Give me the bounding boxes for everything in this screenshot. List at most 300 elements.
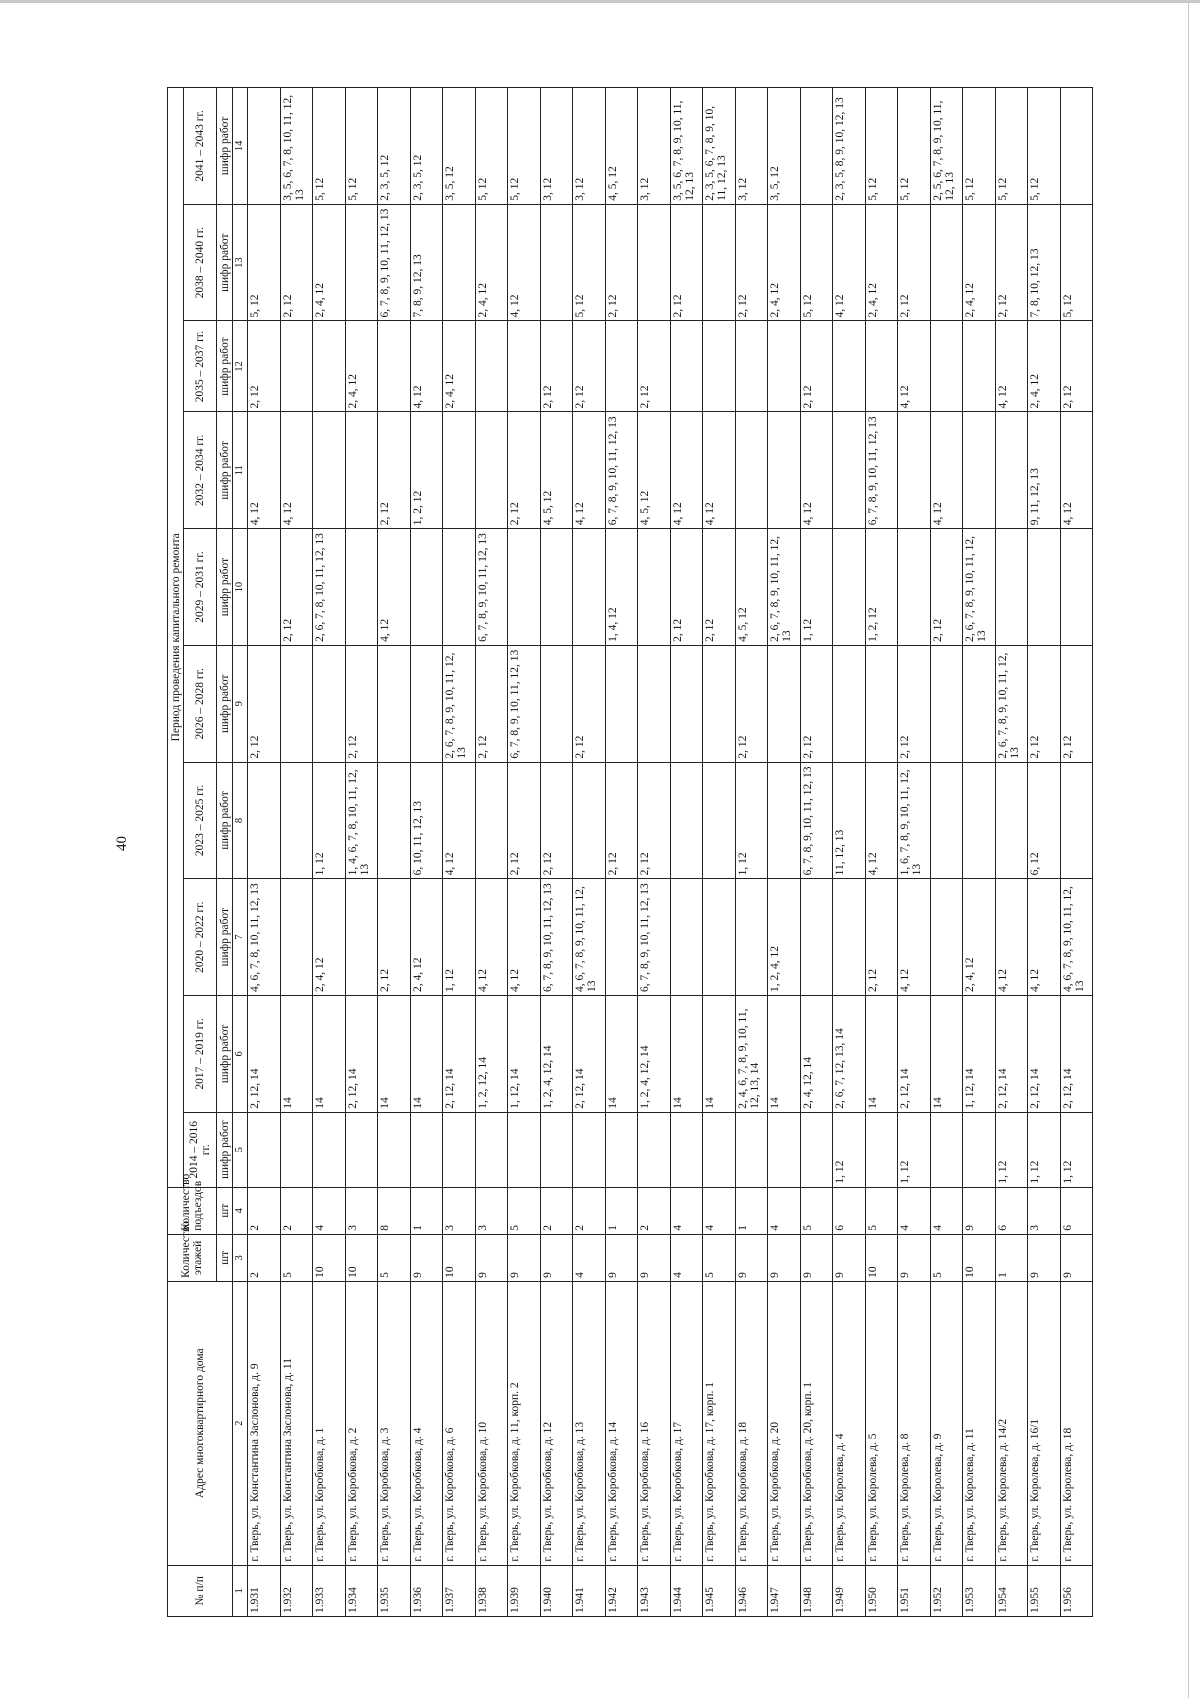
row-work-code-cell: 3, 12 bbox=[540, 88, 573, 205]
row-work-code-cell: 6, 7, 8, 9, 10, 11, 12, 13 bbox=[638, 879, 671, 996]
row-work-code-cell: 4, 5, 12 bbox=[540, 412, 573, 529]
row-floors: 10 bbox=[963, 1234, 996, 1281]
unit-entrances: шт bbox=[217, 1187, 233, 1234]
row-work-code-cell: 2, 12 bbox=[898, 645, 931, 762]
row-floors: 9 bbox=[768, 1234, 801, 1281]
row-work-code-cell bbox=[248, 762, 281, 879]
row-work-code-cell bbox=[800, 88, 833, 205]
row-work-code-cell: 2, 12 bbox=[735, 204, 768, 321]
row-work-code-cell: 2, 12 bbox=[573, 321, 606, 412]
row-work-code-cell: 5, 12 bbox=[313, 88, 346, 205]
row-floors: 9 bbox=[605, 1234, 638, 1281]
row-work-code-cell bbox=[930, 1112, 963, 1187]
row-work-code-cell bbox=[443, 204, 476, 321]
row-work-code-cell: 2, 12 bbox=[735, 645, 768, 762]
row-work-code-cell bbox=[963, 645, 996, 762]
row-address: г. Тверь, ул. Константина Заслонова, д. 9 bbox=[248, 1281, 281, 1565]
row-work-code-cell bbox=[345, 879, 378, 996]
row-work-code-cell: 2, 12 bbox=[508, 762, 541, 879]
row-work-code-cell: 2, 4, 12 bbox=[313, 879, 346, 996]
row-work-code-cell: 1, 4, 6, 7, 8, 10, 11, 12, 13 bbox=[345, 762, 378, 879]
row-address: г. Тверь, ул. Коробкова, д. 3 bbox=[378, 1281, 411, 1565]
row-work-code-cell: 3, 5, 12 bbox=[443, 88, 476, 205]
row-work-code-cell bbox=[670, 645, 703, 762]
row-work-code-cell: 2, 4, 12 bbox=[865, 204, 898, 321]
row-work-code-cell: 4, 12 bbox=[833, 204, 866, 321]
row-work-code-cell: 2, 12 bbox=[800, 645, 833, 762]
row-work-code-cell bbox=[1060, 762, 1093, 879]
row-work-code-cell: 2, 12 bbox=[475, 645, 508, 762]
row-work-code-cell bbox=[280, 645, 313, 762]
row-work-code-cell: 4, 12 bbox=[865, 762, 898, 879]
row-work-code-cell bbox=[768, 412, 801, 529]
row-work-code-cell bbox=[638, 1112, 671, 1187]
row-work-code-cell: 2, 4, 12 bbox=[443, 321, 476, 412]
row-floors: 4 bbox=[573, 1234, 606, 1281]
row-floors: 9 bbox=[475, 1234, 508, 1281]
row-work-code-cell bbox=[833, 412, 866, 529]
row-entrances: 2 bbox=[540, 1187, 573, 1234]
row-work-code-cell: 2, 4, 6, 7, 8, 9, 10, 11, 12, 13, 14 bbox=[735, 996, 768, 1113]
header-work-code: шифр работ bbox=[217, 529, 233, 646]
row-work-code-cell: 1, 2, 12 bbox=[410, 412, 443, 529]
row-work-code-cell: 5, 12 bbox=[248, 204, 281, 321]
row-work-code-cell bbox=[475, 1112, 508, 1187]
row-work-code-cell: 14 bbox=[865, 996, 898, 1113]
row-work-code-cell bbox=[963, 412, 996, 529]
row-number: 1.948 bbox=[800, 1565, 833, 1616]
row-work-code-cell bbox=[833, 321, 866, 412]
row-work-code-cell: 4, 12 bbox=[475, 879, 508, 996]
row-work-code-cell: 14 bbox=[670, 996, 703, 1113]
row-work-code-cell: 2, 4, 12 bbox=[345, 321, 378, 412]
row-work-code-cell bbox=[703, 762, 736, 879]
table-row bbox=[735, 88, 768, 1617]
row-work-code-cell bbox=[443, 1112, 476, 1187]
row-number: 1.946 bbox=[735, 1565, 768, 1616]
row-work-code-cell bbox=[735, 321, 768, 412]
row-work-code-cell: 2, 4, 12 bbox=[313, 204, 346, 321]
row-work-code-cell bbox=[573, 762, 606, 879]
table-row bbox=[865, 88, 898, 1617]
table-row bbox=[475, 88, 508, 1617]
row-entrances: 3 bbox=[1028, 1187, 1061, 1234]
row-work-code-cell bbox=[898, 529, 931, 646]
row-work-code-cell: 7, 8, 9, 12, 13 bbox=[410, 204, 443, 321]
row-address: г. Тверь, ул. Королева, д. 8 bbox=[898, 1281, 931, 1565]
row-work-code-cell bbox=[378, 645, 411, 762]
row-work-code-cell bbox=[735, 1112, 768, 1187]
row-address: г. Тверь, ул. Королева, д. 14/2 bbox=[995, 1281, 1028, 1565]
row-work-code-cell bbox=[443, 529, 476, 646]
row-work-code-cell bbox=[865, 321, 898, 412]
row-floors: 10 bbox=[865, 1234, 898, 1281]
row-entrances: 6 bbox=[1060, 1187, 1093, 1234]
row-work-code-cell bbox=[475, 412, 508, 529]
row-work-code-cell: 14 bbox=[768, 996, 801, 1113]
row-work-code-cell: 2, 12, 14 bbox=[573, 996, 606, 1113]
row-work-code-cell bbox=[963, 1112, 996, 1187]
row-work-code-cell: 2, 12 bbox=[280, 529, 313, 646]
row-number: 1.939 bbox=[508, 1565, 541, 1616]
row-work-code-cell bbox=[573, 1112, 606, 1187]
row-work-code-cell: 2, 12, 14 bbox=[995, 996, 1028, 1113]
header-period-5: 2026 – 2028 гг. bbox=[184, 645, 217, 762]
row-work-code-cell: 3, 5, 6, 7, 8, 9, 10, 11, 12, 13 bbox=[670, 88, 703, 205]
page-number: 40 bbox=[114, 836, 130, 851]
row-work-code-cell bbox=[410, 1112, 443, 1187]
row-work-code-cell bbox=[930, 645, 963, 762]
row-work-code-cell: 2, 12, 14 bbox=[1060, 996, 1093, 1113]
row-work-code-cell: 1, 12 bbox=[313, 762, 346, 879]
row-number: 1.935 bbox=[378, 1565, 411, 1616]
row-address: г. Тверь, ул. Коробкова, д. 16 bbox=[638, 1281, 671, 1565]
row-address: г. Тверь, ул. Константина Заслонова, д. 11 bbox=[280, 1281, 313, 1565]
row-work-code-cell bbox=[540, 204, 573, 321]
row-number: 1.949 bbox=[833, 1565, 866, 1616]
row-floors: 1 bbox=[995, 1234, 1028, 1281]
row-work-code-cell: 4, 12 bbox=[703, 412, 736, 529]
column-number: 9 bbox=[233, 645, 248, 762]
row-entrances: 9 bbox=[963, 1187, 996, 1234]
row-work-code-cell: 2, 6, 7, 12, 13, 14 bbox=[833, 996, 866, 1113]
row-work-code-cell bbox=[995, 412, 1028, 529]
row-work-code-cell: 4, 12 bbox=[1028, 879, 1061, 996]
row-address: г. Тверь, ул. Коробкова, д. 11, корп. 2 bbox=[508, 1281, 541, 1565]
header-work-code: шифр работ bbox=[217, 879, 233, 996]
header-period-4: 2023 – 2025 гг. bbox=[184, 762, 217, 879]
row-work-code-cell: 1, 12 bbox=[995, 1112, 1028, 1187]
row-work-code-cell: 7, 8, 10, 12, 13 bbox=[1028, 204, 1061, 321]
row-work-code-cell bbox=[638, 645, 671, 762]
row-work-code-cell: 1, 2, 4, 12, 14 bbox=[540, 996, 573, 1113]
row-work-code-cell bbox=[475, 762, 508, 879]
row-number: 1.943 bbox=[638, 1565, 671, 1616]
row-work-code-cell: 2, 6, 7, 8, 9, 10, 11, 12, 13 bbox=[768, 529, 801, 646]
column-number: 14 bbox=[233, 88, 248, 205]
row-work-code-cell: 6, 7, 8, 9, 10, 11, 12, 13 bbox=[605, 412, 638, 529]
row-work-code-cell bbox=[898, 412, 931, 529]
row-work-code-cell: 4, 12 bbox=[248, 412, 281, 529]
row-work-code-cell bbox=[605, 1112, 638, 1187]
header-period-7: 2032 – 2034 гг. bbox=[184, 412, 217, 529]
row-work-code-cell: 2, 4, 12 bbox=[410, 879, 443, 996]
row-number: 1.955 bbox=[1028, 1565, 1061, 1616]
row-number: 1.932 bbox=[280, 1565, 313, 1616]
header-period-9: 2038 – 2040 гг. bbox=[184, 204, 217, 321]
row-work-code-cell: 14 bbox=[280, 996, 313, 1113]
row-number: 1.953 bbox=[963, 1565, 996, 1616]
row-number: 1.942 bbox=[605, 1565, 638, 1616]
table-row bbox=[930, 88, 963, 1617]
row-floors: 9 bbox=[833, 1234, 866, 1281]
row-work-code-cell: 2, 12 bbox=[280, 204, 313, 321]
row-work-code-cell: 2, 3, 5, 8, 9, 10, 12, 13 bbox=[833, 88, 866, 205]
row-work-code-cell bbox=[735, 879, 768, 996]
row-entrances: 8 bbox=[378, 1187, 411, 1234]
row-work-code-cell: 2, 12, 14 bbox=[248, 996, 281, 1113]
row-work-code-cell: 4, 12 bbox=[378, 529, 411, 646]
table-row bbox=[833, 88, 866, 1617]
row-work-code-cell bbox=[963, 321, 996, 412]
row-address: г. Тверь, ул. Коробкова, д. 18 bbox=[735, 1281, 768, 1565]
row-work-code-cell: 5, 12 bbox=[865, 88, 898, 205]
header-floors: Количество этажей bbox=[168, 1234, 217, 1281]
row-work-code-cell: 2, 12 bbox=[1028, 645, 1061, 762]
row-work-code-cell bbox=[280, 321, 313, 412]
row-work-code-cell bbox=[768, 645, 801, 762]
row-number: 1.951 bbox=[898, 1565, 931, 1616]
row-work-code-cell bbox=[443, 412, 476, 529]
row-work-code-cell: 2, 3, 5, 12 bbox=[378, 88, 411, 205]
row-floors: 10 bbox=[345, 1234, 378, 1281]
row-work-code-cell: 1, 2, 12, 14 bbox=[475, 996, 508, 1113]
row-work-code-cell bbox=[313, 321, 346, 412]
row-work-code-cell: 1, 12 bbox=[833, 1112, 866, 1187]
row-work-code-cell: 5, 12 bbox=[963, 88, 996, 205]
row-work-code-cell: 1, 12 bbox=[1028, 1112, 1061, 1187]
row-address: г. Тверь, ул. Коробкова, д. 6 bbox=[443, 1281, 476, 1565]
row-work-code-cell: 6, 7, 8, 9, 10, 11, 12, 13 bbox=[378, 204, 411, 321]
row-address: г. Тверь, ул. Коробкова, д. 12 bbox=[540, 1281, 573, 1565]
row-work-code-cell: 4, 12 bbox=[508, 879, 541, 996]
row-work-code-cell bbox=[703, 321, 736, 412]
row-work-code-cell bbox=[930, 321, 963, 412]
row-floors: 5 bbox=[378, 1234, 411, 1281]
row-work-code-cell bbox=[345, 412, 378, 529]
row-work-code-cell bbox=[995, 762, 1028, 879]
row-work-code-cell bbox=[605, 321, 638, 412]
row-work-code-cell: 2, 12 bbox=[605, 204, 638, 321]
row-work-code-cell: 14 bbox=[703, 996, 736, 1113]
header-work-code: шифр работ bbox=[217, 412, 233, 529]
row-work-code-cell: 2, 5, 6, 7, 8, 9, 10, 11, 12, 13 bbox=[930, 88, 963, 205]
row-work-code-cell: 2, 12 bbox=[378, 879, 411, 996]
row-address: г. Тверь, ул. Королева, д. 18 bbox=[1060, 1281, 1093, 1565]
row-work-code-cell bbox=[1060, 88, 1093, 205]
row-work-code-cell bbox=[833, 879, 866, 996]
column-number: 13 bbox=[233, 204, 248, 321]
row-work-code-cell: 14 bbox=[410, 996, 443, 1113]
row-work-code-cell: 4, 12 bbox=[995, 321, 1028, 412]
row-address: г. Тверь, ул. Коробкова, д. 20, корп. 1 bbox=[800, 1281, 833, 1565]
row-work-code-cell: 1, 4, 12 bbox=[605, 529, 638, 646]
header-work-code: шифр работ bbox=[217, 321, 233, 412]
header-work-code: шифр работ bbox=[217, 645, 233, 762]
row-entrances: 3 bbox=[475, 1187, 508, 1234]
row-work-code-cell bbox=[670, 321, 703, 412]
row-work-code-cell bbox=[313, 412, 346, 529]
row-entrances: 4 bbox=[670, 1187, 703, 1234]
row-work-code-cell: 3, 12 bbox=[573, 88, 606, 205]
rotated-table-container bbox=[167, 87, 1086, 1617]
row-number: 1.952 bbox=[930, 1565, 963, 1616]
table-row bbox=[638, 88, 671, 1617]
row-work-code-cell bbox=[768, 321, 801, 412]
table-row bbox=[605, 88, 638, 1617]
row-work-code-cell: 5, 12 bbox=[508, 88, 541, 205]
row-work-code-cell: 2, 12 bbox=[670, 529, 703, 646]
row-entrances: 2 bbox=[638, 1187, 671, 1234]
header-period-3: 2020 – 2022 гг. bbox=[184, 879, 217, 996]
row-address: г. Тверь, ул. Коробкова, д. 1 bbox=[313, 1281, 346, 1565]
column-number: 6 bbox=[233, 996, 248, 1113]
row-work-code-cell bbox=[930, 879, 963, 996]
row-work-code-cell: 2, 6, 7, 8, 10, 11, 12, 13 bbox=[313, 529, 346, 646]
row-work-code-cell: 3, 5, 6, 7, 8, 10, 11, 12, 13 bbox=[280, 88, 313, 205]
row-floors: 9 bbox=[508, 1234, 541, 1281]
row-work-code-cell bbox=[930, 762, 963, 879]
row-work-code-cell: 2, 12 bbox=[800, 321, 833, 412]
row-work-code-cell: 2, 12 bbox=[930, 529, 963, 646]
row-floors: 9 bbox=[898, 1234, 931, 1281]
row-work-code-cell: 14 bbox=[378, 996, 411, 1113]
row-work-code-cell bbox=[378, 1112, 411, 1187]
row-address: г. Тверь, ул. Королева, д. 11 bbox=[963, 1281, 996, 1565]
table-row bbox=[248, 88, 281, 1617]
table-row bbox=[345, 88, 378, 1617]
row-work-code-cell: 2, 12, 14 bbox=[1028, 996, 1061, 1113]
row-number: 1.941 bbox=[573, 1565, 606, 1616]
column-number: 12 bbox=[233, 321, 248, 412]
row-work-code-cell: 2, 12 bbox=[508, 412, 541, 529]
row-work-code-cell bbox=[475, 321, 508, 412]
row-work-code-cell: 2, 12 bbox=[540, 321, 573, 412]
row-work-code-cell: 6, 7, 8, 9, 10, 11, 12, 13 bbox=[475, 529, 508, 646]
row-work-code-cell: 2, 12, 14 bbox=[443, 996, 476, 1113]
header-num: № п/п bbox=[168, 1565, 233, 1616]
row-work-code-cell: 4, 12 bbox=[995, 879, 1028, 996]
row-address: г. Тверь, ул. Королева, д. 4 bbox=[833, 1281, 866, 1565]
row-work-code-cell: 4, 5, 12 bbox=[638, 412, 671, 529]
column-number: 2 bbox=[233, 1281, 248, 1565]
row-work-code-cell: 5, 12 bbox=[573, 204, 606, 321]
row-floors: 9 bbox=[1028, 1234, 1061, 1281]
row-work-code-cell bbox=[1028, 529, 1061, 646]
row-work-code-cell bbox=[248, 1112, 281, 1187]
row-entrances: 2 bbox=[573, 1187, 606, 1234]
table-row bbox=[963, 88, 996, 1617]
header-work-code: шифр работ bbox=[217, 1112, 233, 1187]
row-work-code-cell: 2, 12 bbox=[995, 204, 1028, 321]
row-work-code-cell bbox=[833, 529, 866, 646]
row-work-code-cell bbox=[930, 204, 963, 321]
header-period-1: 2014 – 2016 гг. bbox=[184, 1112, 217, 1187]
table-row bbox=[313, 88, 346, 1617]
row-number: 1.940 bbox=[540, 1565, 573, 1616]
header-period: Период проведения капитального ремонта bbox=[168, 88, 184, 1188]
row-work-code-cell bbox=[605, 645, 638, 762]
table-row bbox=[410, 88, 443, 1617]
row-work-code-cell: 5, 12 bbox=[475, 88, 508, 205]
row-work-code-cell: 4, 6, 7, 8, 9, 10, 11, 12, 13 bbox=[1060, 879, 1093, 996]
row-work-code-cell: 4, 5, 12 bbox=[605, 88, 638, 205]
row-floors: 10 bbox=[313, 1234, 346, 1281]
row-work-code-cell: 6, 12 bbox=[1028, 762, 1061, 879]
header-work-code: шифр работ bbox=[217, 88, 233, 205]
row-entrances: 2 bbox=[280, 1187, 313, 1234]
row-work-code-cell: 2, 12 bbox=[248, 645, 281, 762]
column-number: 4 bbox=[233, 1187, 248, 1234]
row-work-code-cell: 14 bbox=[605, 996, 638, 1113]
table-row bbox=[898, 88, 931, 1617]
repair-schedule-table bbox=[167, 87, 1093, 1617]
row-number: 1.938 bbox=[475, 1565, 508, 1616]
column-number: 7 bbox=[233, 879, 248, 996]
row-address: г. Тверь, ул. Коробкова, д. 13 bbox=[573, 1281, 606, 1565]
row-work-code-cell: 2, 4, 12 bbox=[475, 204, 508, 321]
row-work-code-cell: 2, 12 bbox=[1060, 645, 1093, 762]
row-floors: 9 bbox=[540, 1234, 573, 1281]
row-work-code-cell: 5, 12 bbox=[1028, 88, 1061, 205]
row-work-code-cell: 11, 12, 13 bbox=[833, 762, 866, 879]
row-work-code-cell: 2, 12 bbox=[1060, 321, 1093, 412]
row-entrances: 4 bbox=[313, 1187, 346, 1234]
row-floors: 5 bbox=[930, 1234, 963, 1281]
row-work-code-cell: 2, 12 bbox=[573, 645, 606, 762]
header-period-8: 2035 – 2037 гг. bbox=[184, 321, 217, 412]
row-work-code-cell: 1, 12 bbox=[735, 762, 768, 879]
row-entrances: 4 bbox=[768, 1187, 801, 1234]
row-work-code-cell bbox=[670, 1112, 703, 1187]
row-work-code-cell bbox=[833, 645, 866, 762]
scan-edge-right bbox=[1188, 0, 1189, 1698]
row-work-code-cell: 9, 11, 12, 13 bbox=[1028, 412, 1061, 529]
row-address: г. Тверь, ул. Коробкова, д. 14 bbox=[605, 1281, 638, 1565]
row-floors: 4 bbox=[670, 1234, 703, 1281]
row-work-code-cell: 1, 12 bbox=[443, 879, 476, 996]
row-work-code-cell: 5, 12 bbox=[345, 88, 378, 205]
table-row bbox=[670, 88, 703, 1617]
row-entrances: 3 bbox=[345, 1187, 378, 1234]
header-work-code: шифр работ bbox=[217, 762, 233, 879]
table-row bbox=[443, 88, 476, 1617]
row-work-code-cell bbox=[703, 879, 736, 996]
row-work-code-cell: 2, 4, 12 bbox=[963, 879, 996, 996]
row-work-code-cell: 3, 12 bbox=[638, 88, 671, 205]
header-period-2: 2017 – 2019 гг. bbox=[184, 996, 217, 1113]
row-work-code-cell: 4, 12 bbox=[443, 762, 476, 879]
row-floors: 9 bbox=[735, 1234, 768, 1281]
row-address: г. Тверь, ул. Королева, д. 9 bbox=[930, 1281, 963, 1565]
row-address: г. Тверь, ул. Коробкова, д. 2 bbox=[345, 1281, 378, 1565]
row-address: г. Тверь, ул. Коробкова, д. 10 bbox=[475, 1281, 508, 1565]
column-number: 8 bbox=[233, 762, 248, 879]
header-work-code: шифр работ bbox=[217, 204, 233, 321]
row-floors: 9 bbox=[1060, 1234, 1093, 1281]
row-work-code-cell: 2, 6, 7, 8, 9, 10, 11, 12, 13 bbox=[963, 529, 996, 646]
row-work-code-cell bbox=[800, 1112, 833, 1187]
row-work-code-cell: 5, 12 bbox=[995, 88, 1028, 205]
row-entrances: 2 bbox=[248, 1187, 281, 1234]
column-number: 11 bbox=[233, 412, 248, 529]
header-period-6: 2029 – 2031 гг. bbox=[184, 529, 217, 646]
table-row bbox=[280, 88, 313, 1617]
row-work-code-cell bbox=[768, 1112, 801, 1187]
row-work-code-cell: 2, 4, 12, 14 bbox=[800, 996, 833, 1113]
row-work-code-cell: 6, 7, 8, 9, 10, 11, 12, 13 bbox=[508, 645, 541, 762]
table-row bbox=[540, 88, 573, 1617]
table-row bbox=[995, 88, 1028, 1617]
row-work-code-cell: 5, 12 bbox=[898, 88, 931, 205]
row-work-code-cell: 2, 12 bbox=[540, 762, 573, 879]
row-work-code-cell: 3, 5, 12 bbox=[768, 88, 801, 205]
row-work-code-cell: 1, 6, 7, 8, 9, 10, 11, 12, 13 bbox=[898, 762, 931, 879]
row-work-code-cell: 4, 12 bbox=[1060, 412, 1093, 529]
row-work-code-cell bbox=[865, 1112, 898, 1187]
row-floors: 5 bbox=[703, 1234, 736, 1281]
row-number: 1.936 bbox=[410, 1565, 443, 1616]
